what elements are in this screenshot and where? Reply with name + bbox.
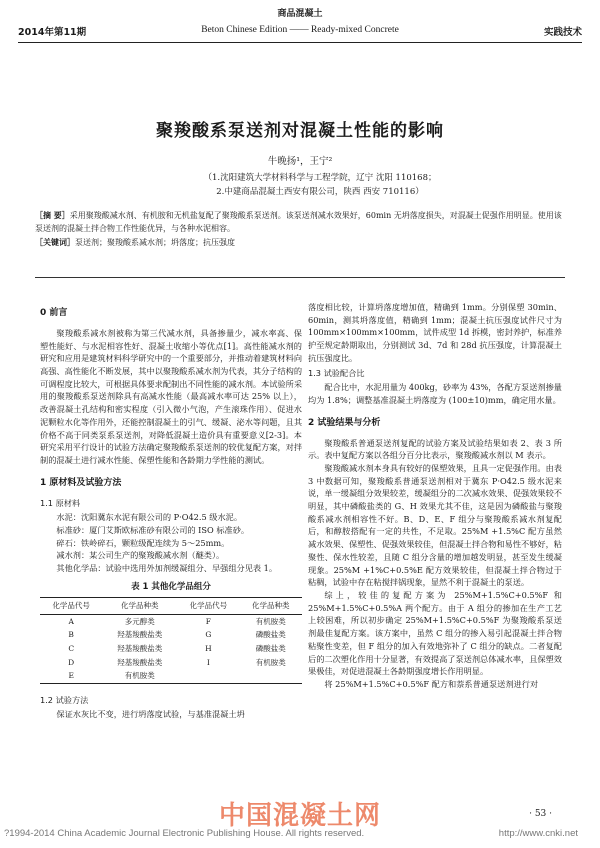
table-cell: 羟基羧酸盐类 [117, 630, 163, 640]
watermark: 中国混凝土网 [218, 800, 381, 831]
issue-label: 2014年第11期 [18, 27, 87, 38]
material-other: 其他化学品：试验中选用外加剂缓凝组分、早强组分见表 1。 [56, 563, 278, 574]
running-header [18, 8, 582, 60]
table-cell: C [68, 643, 75, 653]
table-cell: E [40, 669, 102, 683]
material-reducer: 减水剂：某公司生产的聚羧酸减水剂（醚类）。 [56, 550, 225, 561]
section-1-1-title: 1.1 原材料 [40, 497, 81, 508]
abstract-label: ［摘 要］ [35, 210, 70, 220]
material-cement: 水泥：沈阳冀东水泥有限公司的 P·O42.5 级水泥。 [56, 512, 243, 523]
table-header-cell: 化学品种类 [240, 598, 302, 615]
section-2-title: 2 试验结果与分析 [308, 417, 381, 428]
table-row [40, 669, 302, 683]
section-2-paragraph-4: 将 25%M+1.5%C+0.5%F 配方和萘系普通泵送剂进行对 [324, 678, 539, 689]
table-cell: H [205, 643, 212, 653]
table-cell: 有机胺类 [255, 657, 286, 667]
table-cell: 羟基羧酸盐类 [117, 643, 163, 653]
section-1-3-title: 1.3 试验配合比 [308, 367, 365, 378]
left-column [40, 301, 302, 721]
abstract [35, 209, 565, 249]
table-cell: I [206, 657, 210, 667]
table-cell: 磷酸盐类 [255, 630, 286, 640]
table-cell: B [68, 630, 74, 640]
right-column [308, 301, 562, 691]
section-2-paragraph-3: 综上，较佳的复配方案为 25%M+1.5%C+0.5%F 和 25%M+1.5%C+0.5%A 两个配方。由于 A 组分的掺加在生产工艺上较困难，所以初步确定 25%M+1.5%C+0.5%F 为聚羧酸系泵送剂最佳复配方案。该方案中，虽然 C 组分的掺入易引起混凝土拌合物粘聚性变差，但 F 组分的加入有效地弥补了 C 组分的缺点。二者复配后的二次塑化作用十分显著，有效提高了泵送剂总体减水率，且保塑效果极佳，对促进混凝土各龄期强度增长作用明显。 [308, 590, 562, 677]
section-1-2-paragraph: 保证水灰比不变，进行坍落度试验，与基准混凝土坍 [56, 709, 245, 720]
table-header-cell: 化学品代号 [40, 598, 102, 615]
abstract-rule [35, 277, 565, 278]
journal-name-en: Beton Chinese Edition —— Ready-mixed Concrete [201, 24, 399, 35]
affiliation-1: （1.沈阳建筑大学材料科学与工程学院，辽宁 沈阳 110168； [203, 173, 437, 183]
section-1-3-paragraph: 配合比中，水泥用量为 400kg，砂率为 43%，各配方泵送剂掺量均为 1.8%；调整基准混凝土坍落度为 (100±10)mm，确定用水量。 [308, 382, 562, 405]
table-cell [177, 669, 239, 683]
table-cell: D [68, 657, 75, 667]
journal-name-cn: 商品混凝土 [277, 9, 323, 19]
table-header-row [40, 598, 302, 615]
paper-title: 聚羧酸系泵送剂对混凝土性能的影响 [156, 121, 444, 141]
keywords-label: ［关键词］ [35, 236, 75, 247]
cnki-url[interactable]: http://www.cnki.net [498, 828, 578, 840]
keywords-text: 泵送剂；聚羧酸系减水剂；坍落度；抗压强度 [75, 237, 235, 247]
table-header-cell: 化学品种类 [102, 598, 177, 615]
section-1-title: 1 原材料及试验方法 [40, 477, 122, 488]
table-header-cell: 化学品代号 [177, 598, 239, 615]
table-cell [240, 669, 302, 683]
section-label: 实践技术 [543, 27, 582, 38]
section-0-paragraph: 聚羧酸系减水剂被称为第三代减水剂，具备掺量少，减水率高、保塑性能好、与水泥相容性好、混凝土收缩小等优点[1]。高性能减水剂的研究和应用是建筑材料科学研究中的一个重要部分，并推动着建筑材料向高强、高性能化不断发展，其中以聚羧酸系减水剂为代表，其分子结构的可调程度比较大，可根据具体要求配制出不同性能的减水剂。本试验所采用的聚羧酸系泵送剂除具有高减水性能（最高减水率可达 25% 以上），改善混凝土孔结构和密实程度（引入微小气泡，产生滚珠作用）、促进水泥颗粒水化等作用外，还能控制混凝土的引气、缓凝、泌水等问题，且其价格不高于同类泵系泵送剂，对降低混凝土造价具有重要意义[2-3]。本研究采用平行设计的试验方法确定聚羧酸系泵送剂的较优复配方案，对拌制的混凝土进行减水性能、保塑性能和各龄期力学性能的测试。 [40, 327, 303, 465]
table-cell: 磷酸盐类 [255, 643, 286, 653]
abstract-text: 采用聚羧酸减水剂、有机胺和无机盐复配了聚羧酸系泵送剂。该泵送剂减水效果好，60min 无坍落度损失，对混凝土促强作用明显。使用该泵送剂的混凝土拌合物工作性能优异，与各种水泥相容。 [35, 211, 562, 233]
table-cell: 有机胺类 [255, 616, 286, 626]
section-0-title: 0 前言 [40, 308, 68, 318]
section-2-paragraph-1: 聚羧酸系普通泵送剂复配的试验方案及试验结果如表 2、表 3 所示。表中复配方案以各组分百分比表示，聚羧酸减水剂以 M 表示。 [308, 437, 562, 461]
abstract-paragraph [35, 209, 565, 236]
header-rule [18, 42, 582, 43]
table-cell: 多元醇类 [124, 616, 155, 626]
journal-name [18, 8, 582, 38]
table-cell: F [205, 616, 212, 626]
material-sand: 标准砂：厦门艾斯欧标准砂有限公司的 ISO 标准砂。 [56, 525, 250, 536]
section-2-paragraph-2: 聚羧酸减水剂本身具有较好的保塑效果，且具一定促强作用。由表 3 中数据可知，聚羧酸系普通泵送剂相对于冀东 P·O42.5 级水泥来说，单一缓凝组分效果较差，缓凝组分的二次减水效果、促强效果较不明显，其中磷酸盐类的 G、H 效果尤其不佳，这是因为磷酸盐与聚羧酸系减水剂相容性不好。B、D、E、F 组分与聚羧酸系减水剂复配后，和醇胺搭配有一定的共性，不足取。25%M +1.5%C 配方虽然减水效果、保塑性、促强效果较佳，但混凝土拌合物和易性不够好，粘聚性、保水性较差，且随 C 组分含量的增加越发明显，甚至发生缓凝现象。25%M +1%C+0.5%E 配方效果较佳，但混凝土拌合物过于粘稠，试验中存在粘搅拌锅现象，显然不利于混凝土的泵送。 [308, 462, 562, 588]
keywords-paragraph [35, 236, 565, 250]
table-cell: 有机胺类 [102, 669, 177, 683]
table-row [40, 614, 302, 628]
authors: 牛晚扬¹，王宁² [267, 156, 333, 167]
section-1-2-continued: 落度相比较，计算坍落度增加值，精确到 1mm。分别保塑 30min、60min，测其坍落度值，精确到 1mm；混凝土抗压强度试件尺寸为 100mm×100mm×100mm，试件成型 1d 拆模，密封养护，标准养护至规定龄期取出，分别测试 3d、7d 和 28d 抗压强度，计算混凝土抗压强度比。 [308, 302, 562, 363]
table-row [40, 656, 302, 670]
table-1-title: 表 1 其他化学品组分 [131, 581, 211, 592]
table-row [40, 628, 302, 642]
affiliation-2: 2.中建商品混凝土西安有限公司，陕西 西安 710116） [216, 187, 424, 197]
copyright-footer: ?1994-2014 China Academic Journal Electronic Publishing House. All rights reserved. [4, 828, 365, 840]
material-gravel: 碎石：铁岭碎石，颗粒级配连续为 5～25mm。 [56, 537, 230, 548]
page-number: · 53 · [529, 809, 552, 820]
table-1 [40, 597, 302, 684]
table-cell: A [68, 616, 74, 626]
table-row [40, 642, 302, 656]
table-cell: 羟基羧酸盐类 [117, 657, 163, 667]
table-cell: G [205, 630, 212, 640]
section-1-2-title: 1.2 试验方法 [40, 694, 89, 705]
